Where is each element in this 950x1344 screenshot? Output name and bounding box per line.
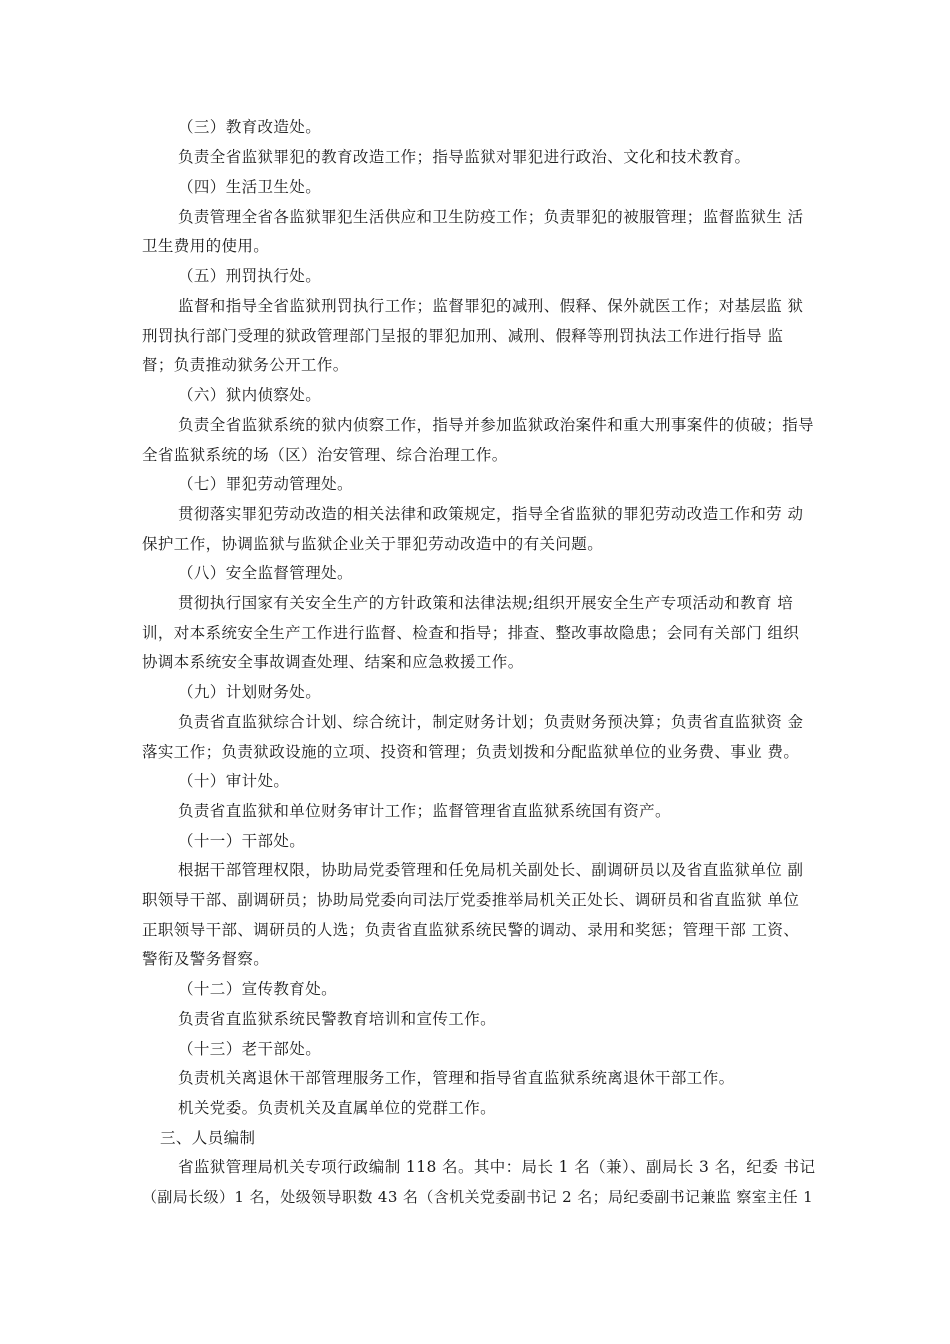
paragraph-line: 保护工作，协调监狱与监狱企业关于罪犯劳动改造中的有关问题。: [142, 535, 604, 553]
paragraph-line: 负责全省监狱罪犯的教育改造工作；指导监狱对罪犯进行政治、文化和技术教育。: [178, 148, 751, 166]
section-heading: （三）教育改造处。: [178, 118, 322, 136]
paragraph-line: 刑罚执行部门受理的狱政管理部门呈报的罪犯加刑、减刑、假释等刑罚执法工作进行指导 监: [142, 327, 784, 345]
paragraph-line: 协调本系统安全事故调查处理、结案和应急救援工作。: [142, 653, 524, 671]
paragraph-line: 省监狱管理局机关专项行政编制 118 名。其中：局长 1 名（兼）、副局长 3 名，纪委 书记: [178, 1158, 816, 1176]
section-heading: （十）审计处。: [178, 772, 290, 790]
paragraph-line: 贯彻执行国家有关安全生产的方针政策和法律法规;组织开展安全生产专项活动和教育 培: [178, 594, 794, 612]
paragraph-line: 全省监狱系统的场（区）治安管理、综合治理工作。: [142, 446, 508, 464]
paragraph-line: 职领导干部、副调研员；协助局党委向司法厅党委推举局机关正处长、调研员和省直监狱 单位: [142, 891, 800, 909]
section-heading: （十二）宣传教育处。: [178, 980, 338, 998]
paragraph-line: 贯彻落实罪犯劳动改造的相关法律和政策规定，指导全省监狱的罪犯劳动改造工作和劳 动: [178, 505, 804, 523]
paragraph-line: 警衔及警务督察。: [142, 950, 270, 968]
paragraph-line: 落实工作；负责狱政设施的立项、投资和管理；负责划拨和分配监狱单位的业务费、事业 费。: [142, 743, 800, 761]
paragraph-line: 负责管理全省各监狱罪犯生活供应和卫生防疫工作；负责罪犯的被服管理；监督监狱生 活: [178, 208, 804, 226]
section-heading: （十三）老干部处。: [178, 1040, 322, 1058]
paragraph-line: 负责省直监狱和单位财务审计工作；监督管理省直监狱系统国有资产。: [178, 802, 671, 820]
paragraph-line: 监督和指导全省监狱刑罚执行工作；监督罪犯的减刑、假释、保外就医工作；对基层监 狱: [178, 297, 804, 315]
paragraph-line: 卫生费用的使用。: [142, 237, 270, 255]
paragraph-line: 负责省直监狱系统民警教育培训和宣传工作。: [178, 1010, 497, 1028]
paragraph-line: 负责机关离退休干部管理服务工作，管理和指导省直监狱系统离退休干部工作。: [178, 1069, 735, 1087]
paragraph-line: 根据干部管理权限，协助局党委管理和任免局机关副处长、副调研员以及省直监狱单位 副: [178, 861, 804, 879]
chapter-heading: 三、人员编制: [160, 1129, 256, 1147]
section-heading: （十一）干部处。: [178, 832, 306, 850]
section-heading: （九）计划财务处。: [178, 683, 322, 701]
paragraph-line: 机关党委。负责机关及直属单位的党群工作。: [178, 1099, 497, 1117]
paragraph-line: 负责全省监狱系统的狱内侦察工作，指导并参加监狱政治案件和重大刑事案件的侦破；指导: [178, 416, 815, 434]
paragraph-line: 正职领导干部、调研员的人选；负责省直监狱系统民警的调动、录用和奖惩；管理干部 工资、: [142, 921, 800, 939]
section-heading: （五）刑罚执行处。: [178, 267, 322, 285]
paragraph-line: 负责省直监狱综合计划、综合统计，制定财务计划；负责财务预决算；负责省直监狱资 金: [178, 713, 804, 731]
paragraph-line: 训，对本系统安全生产工作进行监督、检查和指导；排查、整改事故隐患；会同有关部门 组织: [142, 624, 800, 642]
section-heading: （六）狱内侦察处。: [178, 386, 322, 404]
paragraph-line: 督；负责推动狱务公开工作。: [142, 356, 349, 374]
section-heading: （七）罪犯劳动管理处。: [178, 475, 353, 493]
section-heading: （八）安全监督管理处。: [178, 564, 353, 582]
section-heading: （四）生活卫生处。: [178, 178, 322, 196]
paragraph-line: （副局长级）1 名，处级领导职数 43 名（含机关党委副书记 2 名；局纪委副书记兼监 察室主任 1: [142, 1188, 814, 1206]
